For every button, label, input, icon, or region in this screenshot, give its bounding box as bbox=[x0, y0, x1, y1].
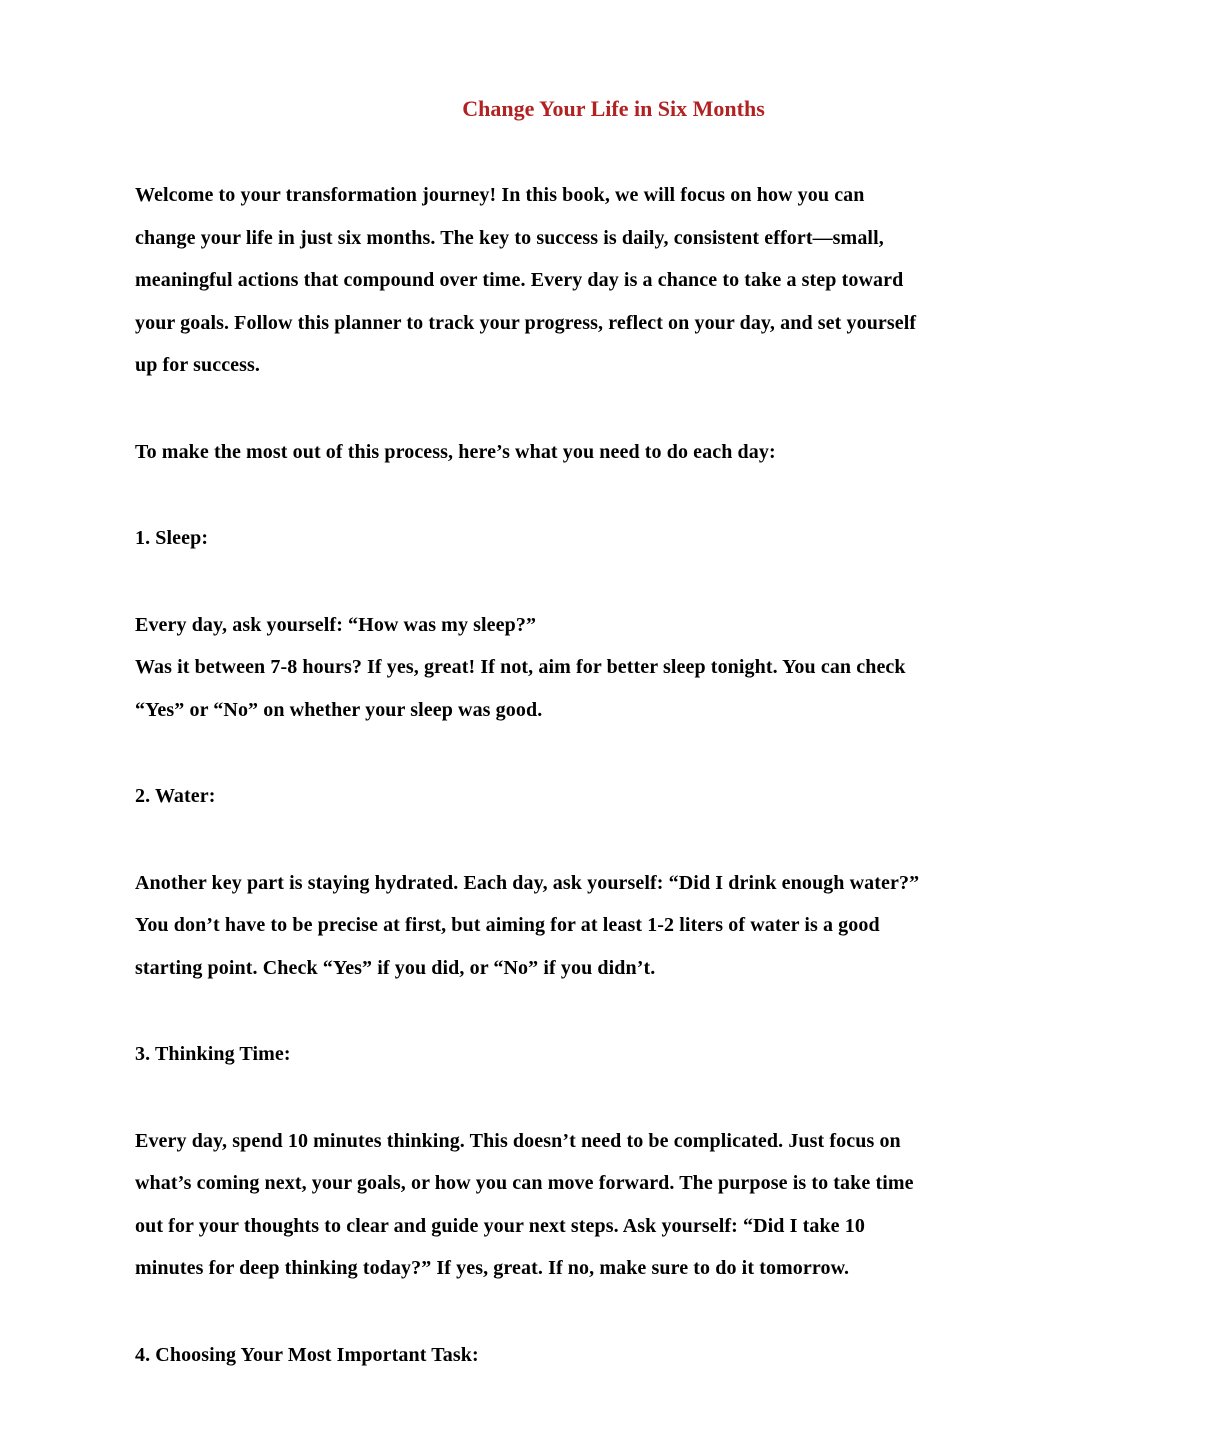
section-heading-thinking-time: 3. Thinking Time: bbox=[135, 1043, 291, 1065]
section-body-water: Another key part is staying hydrated. Each day, ask yourself: “Did I drink enough water?” You don’t have to be precise at first, but aiming for at least 1-2 liters of water is a good starting point. Check “Yes” if you did, or “No” if you didn’t. bbox=[135, 871, 920, 979]
document-title: Change Your Life in Six Months bbox=[462, 96, 765, 121]
section-body-sleep: Every day, ask yourself: “How was my sleep?” Was it between 7-8 hours? If yes, great! If not, aim for better sleep tonight. You can check “Yes” or “No” on whether your sleep was good. bbox=[135, 613, 906, 721]
intro-paragraph: Welcome to your transformation journey! In this book, we will focus on how you can change your life in just six months. The key to success is daily, consistent effort—small, meaningful actions that compound over time. Every day is a chance to take a step toward your goals. Follow this planner to track your progress, reflect on your day, and set yourself up for success. bbox=[135, 184, 917, 376]
section-heading-most-important-task: 4. Choosing Your Most Important Task: bbox=[135, 1343, 479, 1366]
section-heading-water: 2. Water: bbox=[135, 785, 216, 807]
daily-instruction-paragraph: To make the most out of this process, here’s what you need to do each day: bbox=[135, 440, 776, 463]
section-body-thinking-time: Every day, spend 10 minutes thinking. This doesn’t need to be complicated. Just focus on what’s coming next, your goals, or how you can move forward. The purpose is to take time out for your thoughts to clear and guide your next steps. Ask yourself: “Did I take 10 minutes for deep thinking today?” If yes, great. If no, make sure to do it tomorrow. bbox=[135, 1129, 914, 1279]
section-heading-sleep: 1. Sleep: bbox=[135, 527, 209, 549]
